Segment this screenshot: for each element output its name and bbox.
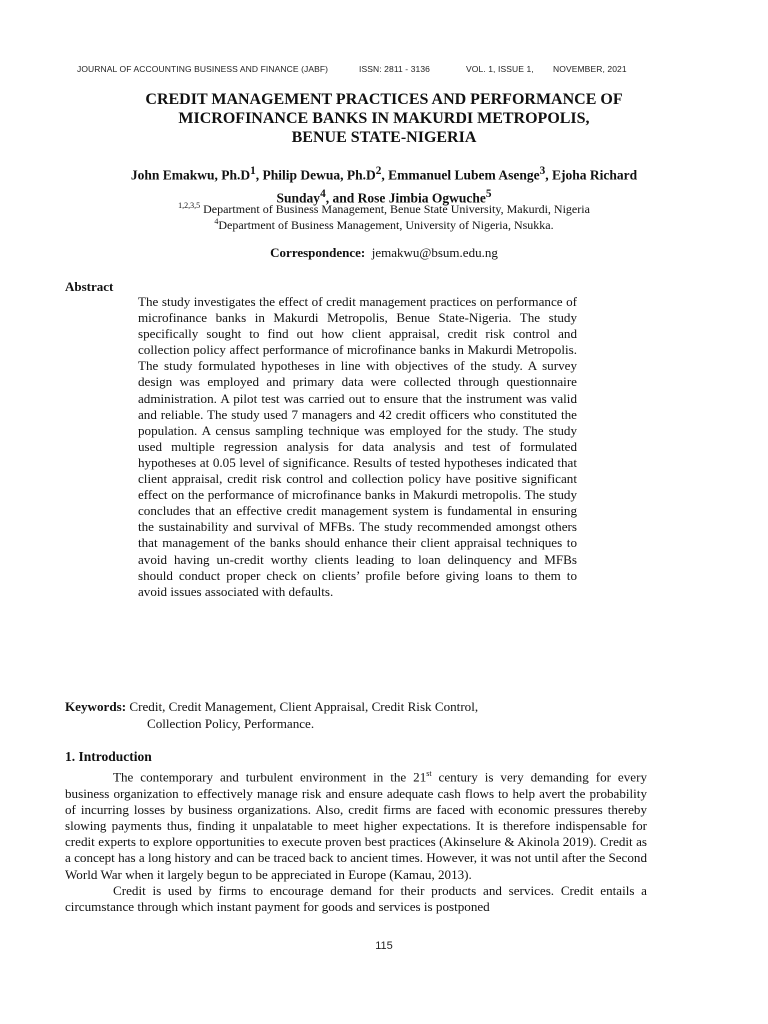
affiliation-1-sup: 1,2,3,5 xyxy=(178,201,201,210)
page-number: 115 xyxy=(375,940,393,952)
correspondence-email[interactable]: jemakwu@bsum.edu.ng xyxy=(371,245,498,260)
author-3-sup: 3 xyxy=(539,165,546,177)
journal-volume: VOL. 1, ISSUE 1, xyxy=(466,64,534,74)
affiliation-2-text: Department of Business Management, University of Nigeria, Nsukka. xyxy=(218,218,554,232)
journal-date: NOVEMBER, 2021 xyxy=(553,64,627,74)
keywords-line-2: Collection Policy, Performance. xyxy=(147,716,315,731)
correspondence-label: Correspondence: xyxy=(270,245,366,260)
introduction-heading: 1. Introduction xyxy=(65,749,152,764)
abstract-heading: Abstract xyxy=(65,279,114,294)
author-2-sup: 2 xyxy=(375,165,382,177)
title-line-3: BENUE STATE-NIGERIA xyxy=(291,129,477,146)
author-4-last: Sunday xyxy=(276,190,321,205)
author-3: , Emmanuel Lubem Asenge xyxy=(381,167,540,183)
correspondence xyxy=(60,245,708,261)
keywords-label: Keywords: xyxy=(65,699,127,714)
title-line-2: MICROFINANCE BANKS IN MAKURDI METROPOLIS, xyxy=(178,110,590,127)
title-line-1: CREDIT MANAGEMENT PRACTICES AND PERFORMANCE OF xyxy=(145,91,623,108)
affiliation-1-text: Department of Business Management, Benue State University, Makurdi, Nigeria xyxy=(200,202,590,216)
author-1: John Emakwu, Ph.D xyxy=(130,167,251,183)
paper-title xyxy=(60,90,708,147)
author-4-sup: 4 xyxy=(320,187,326,200)
introduction-paragraph-2: Credit is used by firms to encourage demand for their products and services. Credit entails a circumstance through which instant payment for goods and services is postponed xyxy=(65,882,647,914)
author-5-sup: 5 xyxy=(485,187,492,200)
author-2: , Philip Dewua, Ph.D xyxy=(255,167,376,183)
journal-name: JOURNAL OF ACCOUNTING BUSINESS AND FINANCE (JABF) xyxy=(77,64,329,74)
author-4-first: , Ejoha Richard xyxy=(545,167,638,183)
intro-p1-rest: century is very demanding for every business organization to effectively manage risk and ensure adequate cash flows to help avert the probability of incurring losses by business organizations. Also, credit firms are faced with economic pressures thereby slowing payments thus, finding it unpalatable to meet higher expectations. It is therefore indispensable for credit experts to explore opportunities to execute proven best practices (Akinselure & Akinola 2019). Credit as a concept has a long history and can be traced back to ancient times. However, it was not until after the Second World War when it largely begun to be appreciated in Europe (Kamau, 2013). xyxy=(65,769,647,882)
journal-issn: ISSN: 2811 - 3136 xyxy=(359,64,431,74)
author-1-sup: 1 xyxy=(250,165,256,177)
keywords xyxy=(65,698,577,732)
author-5: , and Rose Jimbia Ogwuche xyxy=(325,190,486,205)
keywords-line-1: Credit, Credit Management, Client Appraisal, Credit Risk Control, xyxy=(126,699,479,714)
abstract-text: The study investigates the effect of credit management practices on performance of microfinance banks in Makurdi Metropolis, Benue State-Nigeria. The study specifically sought to find out how client appraisal, credit risk control and collection policy affect performance of microfinance banks in Makurdi Metropolis. The study formulated hypotheses in line with objectives of the study. A survey design was employed and primary data were collected through questionnaire administration. A pilot test was carried out to ensure that the instrument was valid and reliable. The study used 7 managers and 42 credit officers who constituted the population. A census sampling technique was employed for the study. The study used multiple regression analysis for data analysis and test of formulated hypotheses at 0.05 level of significance. Results of tested hypotheses indicated that client appraisal, credit risk control and collection policy have positive significant effect on the performance of microfinance banks in Makurdi metropolis. The study concludes that an effective credit management system is fundamental in ensuring the sustainability and survival of MFBs. The study recommended amongst others that management of the banks should enhance their client appraisal techniques to avoid having un-credit worthy clients leading to loan delinquency and MFBs should conduct proper check on clients’ profile before giving loans to them to avoid issues associated with defaults. xyxy=(138,294,577,599)
introduction-body xyxy=(65,766,647,915)
affiliation-2 xyxy=(60,214,708,233)
affiliation-2-sup: 4 xyxy=(214,217,219,226)
introduction-paragraph-1 xyxy=(65,766,647,883)
intro-p1-sup: st xyxy=(426,769,432,778)
intro-p1-start: The contemporary and turbulent environment in the 21 xyxy=(113,769,427,785)
